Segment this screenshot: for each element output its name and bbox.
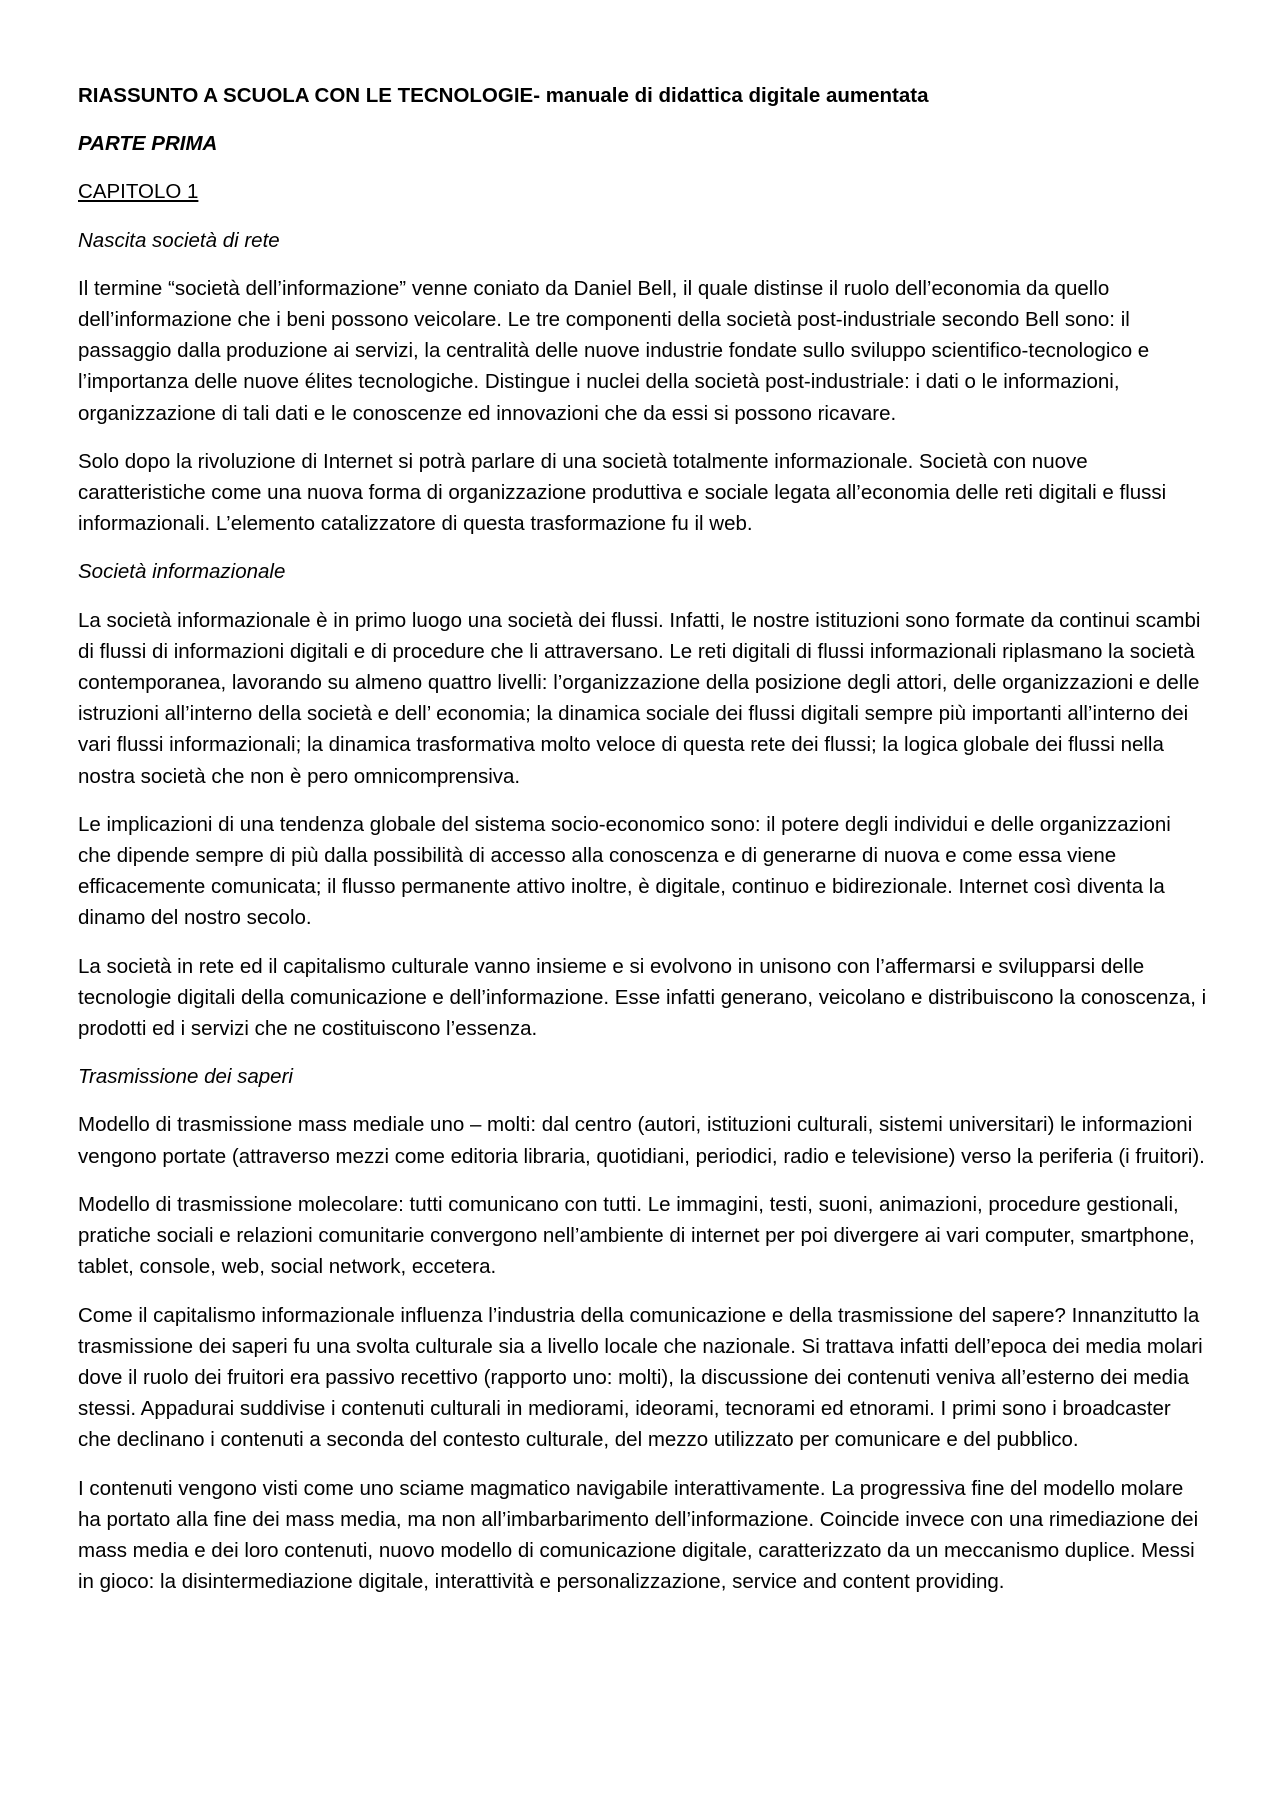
document-page xyxy=(78,80,1208,1614)
section-heading: Società informazionale xyxy=(78,560,286,584)
paragraph: Le implicazioni di una tendenza globale del sistema socio-economico sono: il potere degli individui e delle organizzazioni che dipende sempre di più dalla possibilità di accesso alla conoscenza e di generarne di nuova e come essa viene efficacemente comunicata; il flusso permanente attivo inoltre, è digitale, continuo e bidirezionale. Internet così diventa la dinamo del nostro secolo. xyxy=(78,812,1171,930)
paragraph: La società informazionale è in primo luogo una società dei flussi. Infatti, le nostre istituzioni sono formate da continui scambi di flussi di informazioni digitali e di procedure che li attraversano. Le reti digitali di flussi informazionali riplasmano la società contemporanea, lavorando su almeno quattro livelli: l’organizzazione della posizione degli attori, delle organizzazioni e delle istruzioni all’interno della società e dell’ economia; la dinamica sociale dei flussi digitali sempre più importanti all’interno dei vari flussi informazionali; la dinamica trasformativa molto veloce di questa rete dei flussi; la logica globale dei flussi nella nostra società che non è pero omnicomprensiva. xyxy=(78,608,1201,788)
paragraph: Modello di trasmissione molecolare: tutti comunicano con tutti. Le immagini, testi, suoni, animazioni, procedure gestionali, pratiche sociali e relazioni comunitarie convergono nell’ambiente di internet per poi divergere ai vari computer, smartphone, tablet, console, web, social network, eccetera. xyxy=(78,1192,1195,1279)
paragraph: Solo dopo la rivoluzione di Internet si potrà parlare di una società totalmente informazionale. Società con nuove caratteristiche come una nuova forma di organizzazione produttiva e sociale legata all’economia delle reti digitali e flussi informazionali. L’elemento catalizzatore di questa trasformazione fu il web. xyxy=(78,449,1167,536)
section-heading: Trasmissione dei saperi xyxy=(78,1065,293,1089)
part-heading: PARTE PRIMA xyxy=(78,132,218,156)
paragraph: Come il capitalismo informazionale influenza l’industria della comunicazione e della trasmissione del sapere? Innanzitutto la trasmissione dei saperi fu una svolta culturale sia a livello locale che nazionale. Si trattava infatti dell’epoca dei media molari dove il ruolo dei fruitori era passivo recettivo (rapporto uno: molti), la discussione dei contenuti veniva all’esterno dei media stessi. Appadurai suddivise i contenuti culturali in mediorami, ideorami, tecnorami ed etnorami. I primi sono i broadcaster che declinano i contenuti a seconda del contesto culturale, del mezzo utilizzato per comunicare e del pubblico. xyxy=(78,1303,1203,1452)
chapter-heading: CAPITOLO 1 xyxy=(78,180,199,204)
paragraph: Il termine “società dell’informazione” venne coniato da Daniel Bell, il quale distinse il ruolo dell’economia da quello dell’informazione che i beni possono veicolare. Le tre componenti della società post-industriale secondo Bell sono: il passaggio dalla produzione ai servizi, la centralità delle nuove industrie fondate sullo sviluppo scientifico-tecnologico e l’importanza delle nuove élites tecnologiche. Distingue i nuclei della società post-industriale: i dati o le informazioni, organizzazione di tali dati e le conoscenze ed innovazioni che da essi si possono ricavare. xyxy=(78,276,1150,425)
document-title: RIASSUNTO A SCUOLA CON LE TECNOLOGIE- manuale di didattica digitale aumentata xyxy=(78,84,929,107)
paragraph: I contenuti vengono visti come uno sciame magmatico navigabile interattivamente. La progressiva fine del modello molare ha portato alla fine dei mass media, ma non all’imbarbarimento dell’informazione. Coincide invece con una rimediazione dei mass media e dei loro contenuti, nuovo modello di comunicazione digitale, caratterizzato da un meccanismo duplice. Messi in gioco: la disintermediazione digitale, interattività e personalizzazione, service and content providing. xyxy=(78,1476,1199,1594)
paragraph: La società in rete ed il capitalismo culturale vanno insieme e si evolvono in unisono con l’affermarsi e svilupparsi delle tecnologie digitali della comunicazione e dell’informazione. Esse infatti generano, veicolano e distribuiscono la conoscenza, i prodotti ed i servizi che ne costituiscono l’essenza. xyxy=(78,954,1207,1041)
section-heading: Nascita società di rete xyxy=(78,228,280,252)
paragraph: Modello di trasmissione mass mediale uno – molti: dal centro (autori, istituzioni culturali, sistemi universitari) le informazioni vengono portate (attraverso mezzi come editoria libraria, quotidiani, periodici, radio e televisione) verso la periferia (i fruitori). xyxy=(78,1113,1205,1168)
